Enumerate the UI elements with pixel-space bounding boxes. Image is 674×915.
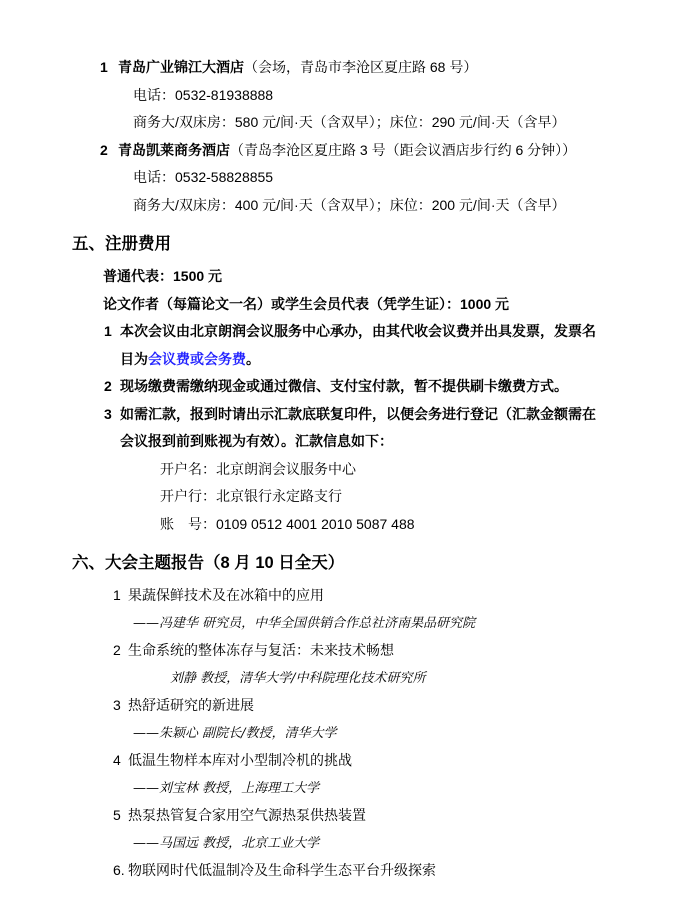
talk-title-text: 生命系统的整体冻存与复活：未来技术畅想 <box>128 642 394 658</box>
talk-speaker: 刘静 教授，清华大学/中科院理化技术研究所 <box>170 670 426 686</box>
section-heading-registration: 五、注册费用 <box>72 235 171 253</box>
note-text: 现场缴费需缴纳现金或通过微信、支付宝付款，暂不提供刷卡缴费方式。 <box>120 378 568 394</box>
talk-title-text: 物联网时代低温制冷及生命科学生态平台升级探索 <box>128 862 436 878</box>
fee-line: 论文作者（每篇论文一名）或学生会员代表（凭学生证）：1000 元 <box>103 295 510 312</box>
talk-item <box>113 637 624 665</box>
hotel-number: 2 <box>100 141 108 158</box>
talk-title-text: 低温生物样本库对小型制冷机的挑战 <box>128 752 352 768</box>
bank-account-name: 开户名：北京朗润会议服务中心 <box>160 460 356 477</box>
invoice-type-highlight: 会议费或会务费 <box>148 350 246 367</box>
note-item <box>104 318 624 373</box>
note-text-after: 。 <box>246 350 260 367</box>
hotel-item <box>100 54 624 82</box>
hotel-phone: 电话：0532-58828855 <box>133 169 274 185</box>
talk-number: 4 <box>113 752 121 768</box>
talk-number: 5 <box>113 807 121 823</box>
talk-number: 6. <box>113 862 125 878</box>
hotel-rate: 商务大/双床房：400 元/间·天（含双早）；床位：200 元/间·天（含早） <box>133 196 566 213</box>
talk-speaker: ——马国远 教授，北京工业大学 <box>133 835 320 851</box>
talk-title-text: 果蔬保鲜技术及在冰箱中的应用 <box>128 587 324 603</box>
bank-account-number: 账 号：0109 0512 4001 2010 5087 488 <box>160 515 415 532</box>
fee-line: 普通代表：1500 元 <box>103 268 223 284</box>
note-number: 1 <box>104 323 112 339</box>
note-number: 3 <box>104 405 112 422</box>
note-text: 如需汇款，报到时请出示汇款底联复印件，以便会务进行登记（汇款金额需在会议报到前到账视为有效）。汇款信息如下： <box>120 405 596 449</box>
hotel-rate: 商务大/双床房：580 元/间·天（含双早）；床位：290 元/间·天（含早） <box>133 114 566 130</box>
talk-number: 2 <box>113 642 121 658</box>
hotel-name: 青岛凯莱商务酒店 <box>118 141 230 158</box>
hotel-number: 1 <box>100 59 108 75</box>
talk-speaker: ——刘宝林 教授，上海理工大学 <box>133 780 320 796</box>
hotel-name: 青岛广业锦江大酒店 <box>118 59 244 75</box>
note-item <box>104 373 624 401</box>
note-item <box>104 401 624 456</box>
section-heading-keynotes: 六、大会主题报告（8 月 10 日全天） <box>72 554 345 572</box>
talk-title-text: 热舒适研究的新进展 <box>128 697 254 713</box>
talk-item <box>113 747 624 775</box>
talk-title-text: 热泵热管复合家用空气源热泵供热装置 <box>128 807 366 823</box>
talk-speaker: ——冯建华 研究员，中华全国供销合作总社济南果品研究院 <box>133 615 476 631</box>
note-text <box>120 318 601 373</box>
talk-item <box>113 582 624 610</box>
note-text-before: 本次会议由北京朗润会议服务中心承办，由其代收会议费并出具发票，发票名目为 <box>120 323 596 367</box>
hotel-phone: 电话：0532-81938888 <box>133 86 274 103</box>
hotel-item <box>100 137 624 165</box>
talk-item <box>113 692 624 720</box>
hotel-location: （会场，青岛市李沧区夏庄路 68 号） <box>244 59 478 75</box>
bank-branch: 开户行：北京银行永定路支行 <box>160 488 342 504</box>
talk-number: 1 <box>113 587 121 603</box>
talk-item <box>113 802 624 830</box>
talk-speaker: ——朱颖心 副院长/教授，清华大学 <box>133 725 337 741</box>
note-number: 2 <box>104 378 112 394</box>
talk-item <box>113 857 624 885</box>
hotel-location: （青岛李沧区夏庄路 3 号（距会议酒店步行约 6 分钟）） <box>230 141 577 158</box>
talk-number: 3 <box>113 697 121 713</box>
